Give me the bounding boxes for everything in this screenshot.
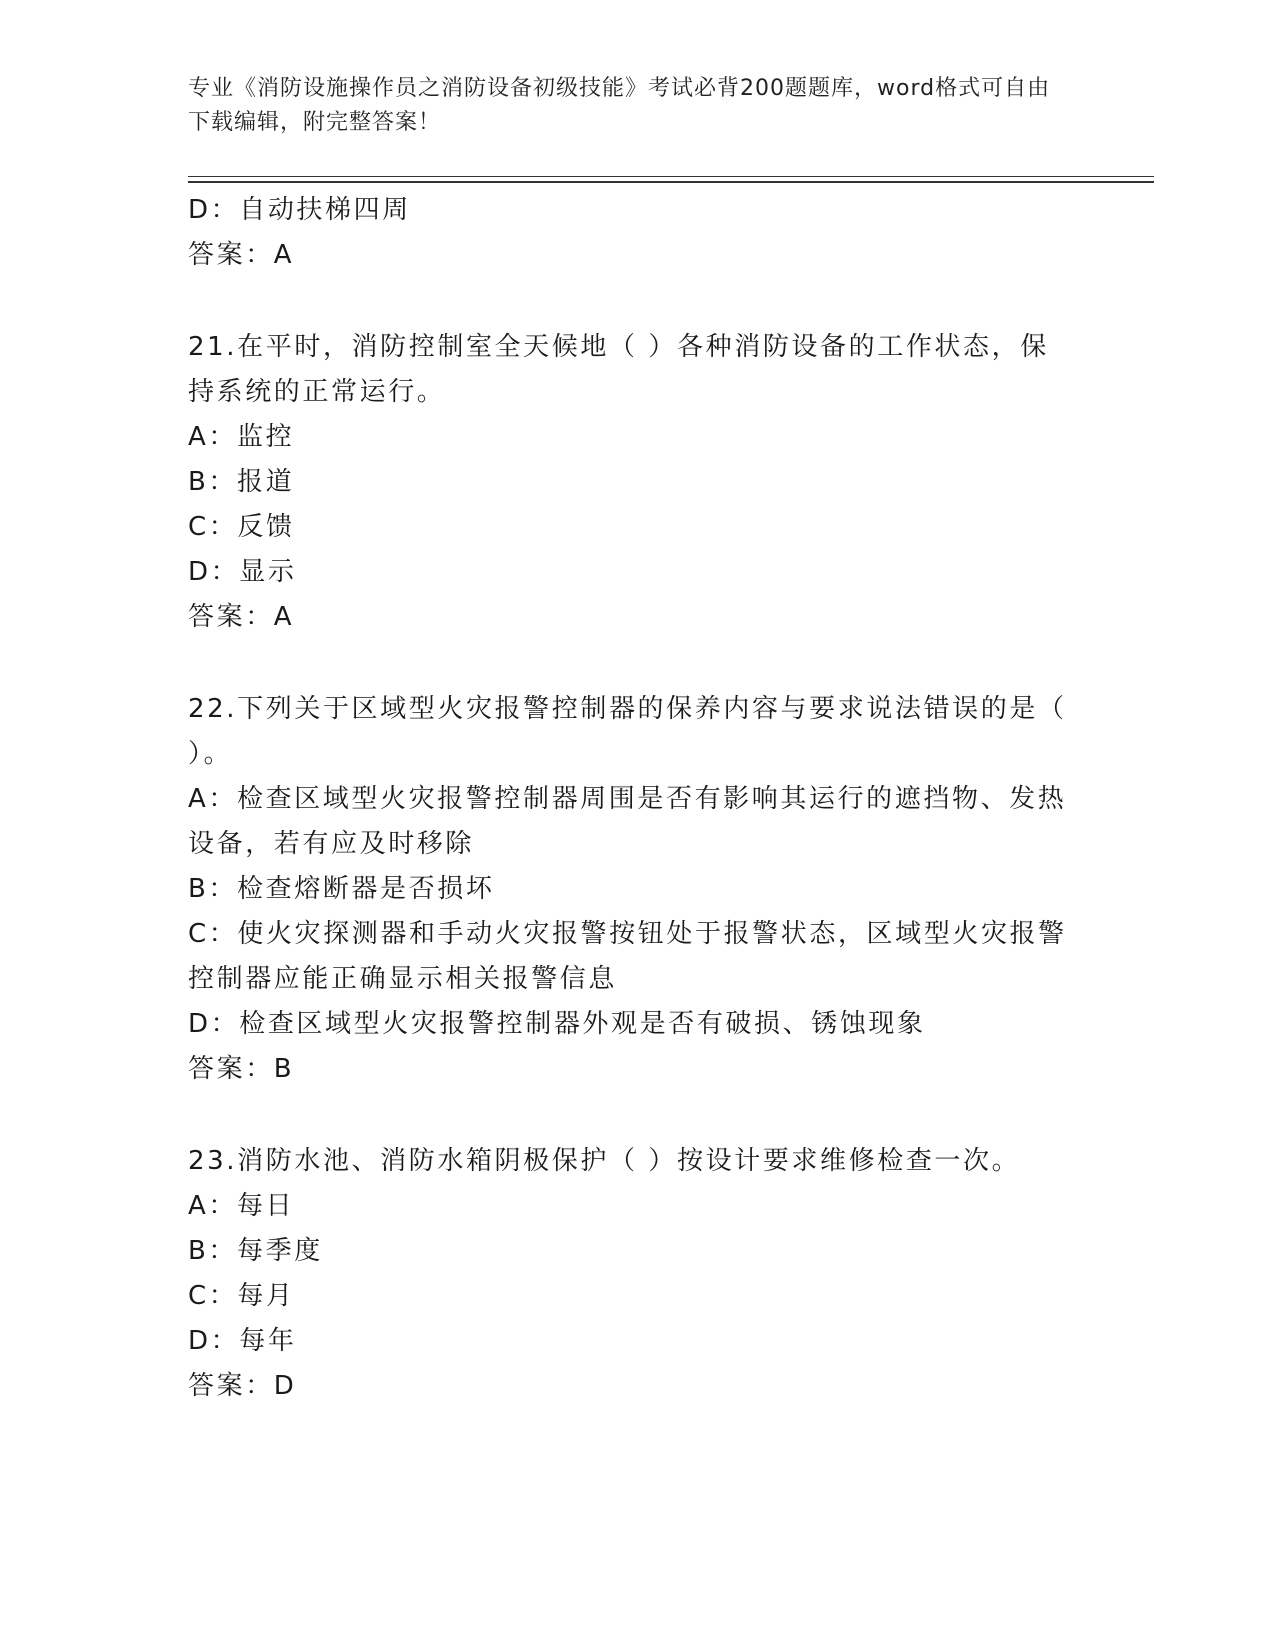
option-a: A：检查区域型火灾报警控制器周围是否有影响其运行的遮挡物、发热设备，若有应及时移除 [188,784,1067,859]
option-b: B：每季度 [188,1236,323,1266]
option-c: C：使火灾探测器和手动火灾报警按钮处于报警状态，区域型火灾报警控制器应能正确显示相关报警信息 [188,919,1067,994]
option-b: B：报道 [188,467,295,497]
spacer [188,278,1068,325]
spacer [188,640,1068,687]
answer: 答案：A [188,602,295,632]
question-22 [188,687,1068,1092]
answer: 答案：D [188,1371,297,1401]
question-text: 22.下列关于区域型火灾报警控制器的保养内容与要求说法错误的是（ ）。 [188,694,1067,769]
question-21 [188,325,1068,640]
question-text: 21.在平时，消防控制室全天候地（ ）各种消防设备的工作状态，保持系统的正常运行。 [188,332,1049,407]
answer: 答案：B [188,1054,295,1084]
option-d: D：检查区域型火灾报警控制器外观是否有破损、锈蚀现象 [188,1009,926,1039]
option-a: A：监控 [188,422,295,452]
prev-answer: 答案：A [188,240,295,270]
question-text: 23.消防水池、消防水箱阴极保护（ ）按设计要求维修检查一次。 [188,1146,1021,1176]
header-rule-thick [188,181,1154,183]
option-d: D：显示 [188,557,297,587]
option-c: C：反馈 [188,512,295,542]
option-a: A：每日 [188,1191,295,1221]
header-rule-thin [188,176,1154,177]
question-23 [188,1139,1068,1409]
option-c: C：每月 [188,1281,295,1311]
question-content [188,188,1068,1409]
option-b: B：检查熔断器是否损坏 [188,874,495,904]
document-header: 专业《消防设施操作员之消防设备初级技能》考试必背200题题库，word格式可自由下载编辑，附完整答案！ [188,76,1051,135]
spacer [188,1092,1068,1139]
option-d: D：每年 [188,1326,297,1356]
prev-option-d: D：自动扶梯四周 [188,195,411,225]
